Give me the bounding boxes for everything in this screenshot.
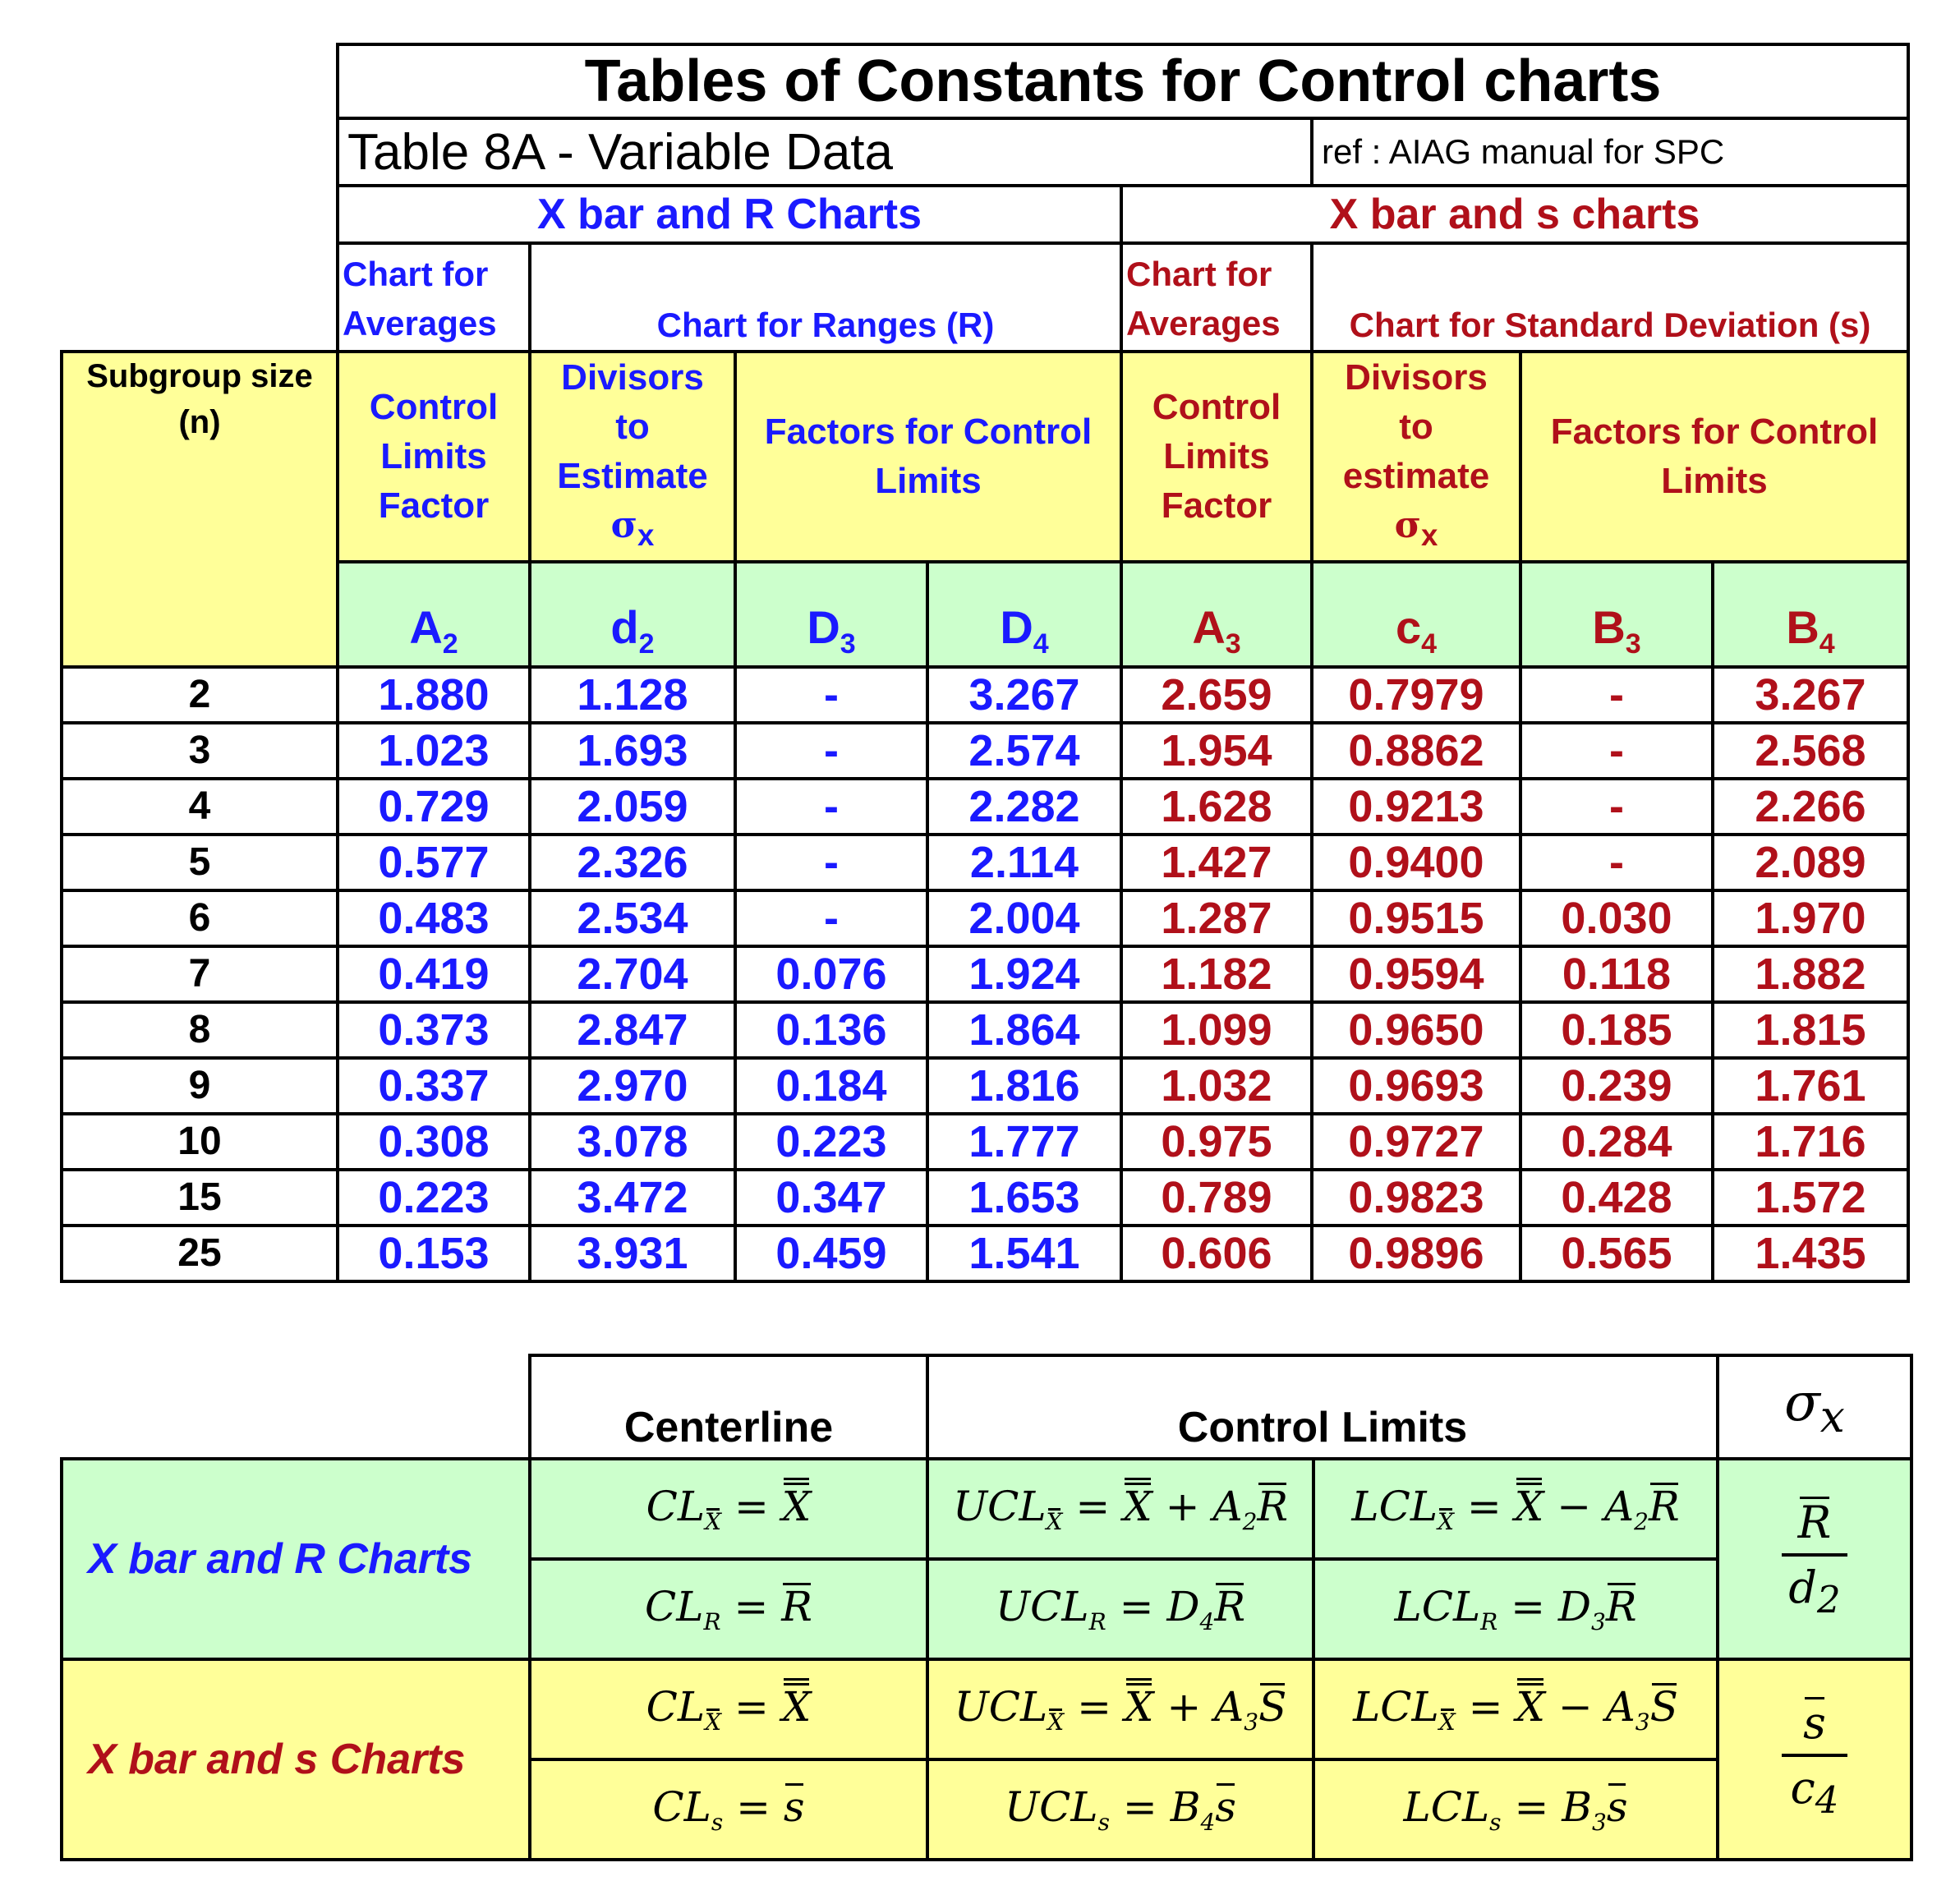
table-row	[62, 723, 1908, 779]
xbar-r-label: X bar and R Charts	[62, 1459, 530, 1659]
constants-table	[60, 43, 1910, 1283]
xs-cl-x: $CL_X = X$	[530, 1659, 927, 1759]
cell-a2: 1.023	[338, 723, 530, 779]
cell-b3: -	[1520, 835, 1713, 890]
cell-b3: -	[1520, 667, 1713, 723]
cell-d4: 1.816	[927, 1058, 1121, 1114]
cell-d2: 2.970	[530, 1058, 735, 1114]
cell-d3: 0.136	[735, 1002, 927, 1058]
cell-b4: 1.435	[1713, 1226, 1908, 1281]
cell-d2: 2.059	[530, 779, 735, 835]
cell-subgroup-n: 2	[62, 667, 338, 723]
cell-d3: -	[735, 779, 927, 835]
table-row	[62, 835, 1908, 890]
xs-cl-s: $CL_s = s$	[530, 1759, 927, 1860]
cell-d2: 3.931	[530, 1226, 735, 1281]
table-row	[62, 946, 1908, 1002]
symbol-d3: $D_3$	[735, 562, 927, 667]
xr-ucl-r: $UCL_R = D_4R$	[927, 1559, 1313, 1659]
cell-d4: 2.282	[927, 779, 1121, 835]
xr-lcl-r: $LCL_R = D_3R$	[1313, 1559, 1718, 1659]
section-xbar-r: X bar and R Charts	[338, 186, 1121, 243]
cell-a2: 0.153	[338, 1226, 530, 1281]
cell-b3: 0.428	[1520, 1170, 1713, 1226]
cell-d4: 3.267	[927, 667, 1121, 723]
cell-a2: 0.308	[338, 1114, 530, 1170]
r-factors-header: Factors for Control Limits	[735, 352, 1121, 562]
cell-d3: 0.459	[735, 1226, 927, 1281]
cell-subgroup-n: 6	[62, 890, 338, 946]
table-row	[62, 667, 1908, 723]
cell-b3: 0.239	[1520, 1058, 1713, 1114]
s-std-label: Chart for Standard Deviation (s)	[1312, 243, 1908, 352]
cell-subgroup-n: 3	[62, 723, 338, 779]
symbol-d4: $D_4$	[927, 562, 1121, 667]
xbar-s-label: X bar and s Charts	[62, 1659, 530, 1860]
cell-d2: 3.472	[530, 1170, 735, 1226]
cell-a2: 1.880	[338, 667, 530, 723]
cell-c4: 0.7979	[1312, 667, 1520, 723]
table-row	[62, 1002, 1908, 1058]
cell-subgroup-n: 25	[62, 1226, 338, 1281]
cell-d2: 2.326	[530, 835, 735, 890]
r-ranges-label: Chart for Ranges (R)	[530, 243, 1121, 352]
cell-d3: -	[735, 890, 927, 946]
xr-ucl-x: $UCL_X = X + A_2R$	[927, 1459, 1313, 1559]
s-averages-label: Chart for Averages	[1121, 243, 1312, 352]
xs-sigma-formula: $\frac{s}{c_4}$	[1718, 1659, 1911, 1860]
cell-d4: 1.653	[927, 1170, 1121, 1226]
r-averages-label: Chart for Averages	[338, 243, 530, 352]
cell-d2: 3.078	[530, 1114, 735, 1170]
cell-c4: 0.9213	[1312, 779, 1520, 835]
cell-d4: 2.004	[927, 890, 1121, 946]
cell-c4: 0.9896	[1312, 1226, 1520, 1281]
cell-c4: 0.8862	[1312, 723, 1520, 779]
cell-a3: 1.099	[1121, 1002, 1312, 1058]
symbol-a3: $A_3$	[1121, 562, 1312, 667]
cell-b3: -	[1520, 723, 1713, 779]
xs-lcl-x: $LCL_X = X - A_3S$	[1313, 1659, 1718, 1759]
reference-note: ref : AIAG manual for SPC	[1312, 118, 1908, 186]
cell-d3: -	[735, 835, 927, 890]
cell-a2: 0.373	[338, 1002, 530, 1058]
symbol-b4: $B_4$	[1713, 562, 1908, 667]
cell-c4: 0.9693	[1312, 1058, 1520, 1114]
table-row	[62, 1058, 1908, 1114]
cell-a3: 1.954	[1121, 723, 1312, 779]
cell-b4: 1.716	[1713, 1114, 1908, 1170]
cell-subgroup-n: 4	[62, 779, 338, 835]
table-subtitle: Table 8A - Variable Data	[338, 118, 1312, 186]
symbol-c4: $c_4$	[1312, 562, 1520, 667]
cell-a3: 0.975	[1121, 1114, 1312, 1170]
cell-d4: 2.114	[927, 835, 1121, 890]
table-row	[62, 1170, 1908, 1226]
cell-d2: 2.534	[530, 890, 735, 946]
cell-d3: 0.347	[735, 1170, 927, 1226]
cell-d3: 0.076	[735, 946, 927, 1002]
table-row	[62, 890, 1908, 946]
formula-table	[60, 1354, 1913, 1861]
cell-d2: 1.128	[530, 667, 735, 723]
xs-ucl-s: $UCL_s = B_4s$	[927, 1759, 1313, 1860]
cell-b4: 2.266	[1713, 779, 1908, 835]
a2-header: Control Limits Factor	[338, 352, 530, 562]
cell-b4: 1.572	[1713, 1170, 1908, 1226]
cell-subgroup-n: 5	[62, 835, 338, 890]
xs-ucl-x: $UCL_X = X + A_3S$	[927, 1659, 1313, 1759]
cell-d3: -	[735, 667, 927, 723]
cell-c4: 0.9594	[1312, 946, 1520, 1002]
table-row	[62, 779, 1908, 835]
cell-d3: 0.223	[735, 1114, 927, 1170]
sigma-header: $\sigma_x$	[1718, 1355, 1911, 1459]
cell-c4: 0.9400	[1312, 835, 1520, 890]
symbol-d2: $d_2$	[530, 562, 735, 667]
xr-cl-r: $CL_R = R$	[530, 1559, 927, 1659]
cell-a2: 0.223	[338, 1170, 530, 1226]
xr-cl-x: $CL_X = X$	[530, 1459, 927, 1559]
cell-b3: 0.185	[1520, 1002, 1713, 1058]
xs-lcl-s: $LCL_s = B_3s$	[1313, 1759, 1718, 1860]
table-row	[62, 1114, 1908, 1170]
xr-sigma-formula: $\frac{R}{d_2}$	[1718, 1459, 1911, 1659]
xr-lcl-x: $LCL_X = X - A_2R$	[1313, 1459, 1718, 1559]
cell-c4: 0.9515	[1312, 890, 1520, 946]
cell-d2: 2.847	[530, 1002, 735, 1058]
subgroup-size-label: Subgroup size (n)	[62, 352, 338, 667]
cell-b4: 2.089	[1713, 835, 1908, 890]
cell-d4: 1.777	[927, 1114, 1121, 1170]
cell-c4: 0.9727	[1312, 1114, 1520, 1170]
cell-a3: 2.659	[1121, 667, 1312, 723]
cell-b3: 0.284	[1520, 1114, 1713, 1170]
cell-b4: 1.761	[1713, 1058, 1908, 1114]
cell-a3: 1.427	[1121, 835, 1312, 890]
cell-a3: 1.287	[1121, 890, 1312, 946]
section-xbar-s: X bar and s charts	[1121, 186, 1908, 243]
cell-d4: 1.541	[927, 1226, 1121, 1281]
cell-b4: 1.882	[1713, 946, 1908, 1002]
cell-a2: 0.419	[338, 946, 530, 1002]
c4-header: Divisors to estimate $\sigma_x$	[1312, 352, 1520, 562]
cell-d3: -	[735, 723, 927, 779]
cell-b3: -	[1520, 779, 1713, 835]
cell-d2: 1.693	[530, 723, 735, 779]
s-factors-header: Factors for Control Limits	[1520, 352, 1908, 562]
symbol-a2: $A_2$	[338, 562, 530, 667]
control-limits-header: Control Limits	[927, 1355, 1718, 1459]
table-row	[62, 1226, 1908, 1281]
cell-subgroup-n: 9	[62, 1058, 338, 1114]
symbol-b3: $B_3$	[1520, 562, 1713, 667]
cell-a3: 1.032	[1121, 1058, 1312, 1114]
cell-b3: 0.030	[1520, 890, 1713, 946]
cell-a3: 0.789	[1121, 1170, 1312, 1226]
cell-a3: 0.606	[1121, 1226, 1312, 1281]
cell-c4: 0.9823	[1312, 1170, 1520, 1226]
cell-c4: 0.9650	[1312, 1002, 1520, 1058]
cell-a2: 0.729	[338, 779, 530, 835]
cell-subgroup-n: 15	[62, 1170, 338, 1226]
cell-subgroup-n: 8	[62, 1002, 338, 1058]
cell-b3: 0.565	[1520, 1226, 1713, 1281]
cell-d4: 1.864	[927, 1002, 1121, 1058]
cell-d3: 0.184	[735, 1058, 927, 1114]
cell-d4: 1.924	[927, 946, 1121, 1002]
centerline-header: Centerline	[530, 1355, 927, 1459]
cell-b3: 0.118	[1520, 946, 1713, 1002]
cell-d2: 2.704	[530, 946, 735, 1002]
a3-header: Control Limits Factor	[1121, 352, 1312, 562]
cell-a3: 1.628	[1121, 779, 1312, 835]
cell-b4: 1.815	[1713, 1002, 1908, 1058]
cell-b4: 3.267	[1713, 667, 1908, 723]
cell-a2: 0.483	[338, 890, 530, 946]
cell-b4: 2.568	[1713, 723, 1908, 779]
cell-subgroup-n: 7	[62, 946, 338, 1002]
cell-a2: 0.577	[338, 835, 530, 890]
cell-subgroup-n: 10	[62, 1114, 338, 1170]
d2-header: Divisors to Estimate $\sigma_x$	[530, 352, 735, 562]
cell-b4: 1.970	[1713, 890, 1908, 946]
page-title: Tables of Constants for Control charts	[338, 44, 1908, 118]
cell-a3: 1.182	[1121, 946, 1312, 1002]
cell-a2: 0.337	[338, 1058, 530, 1114]
cell-d4: 2.574	[927, 723, 1121, 779]
